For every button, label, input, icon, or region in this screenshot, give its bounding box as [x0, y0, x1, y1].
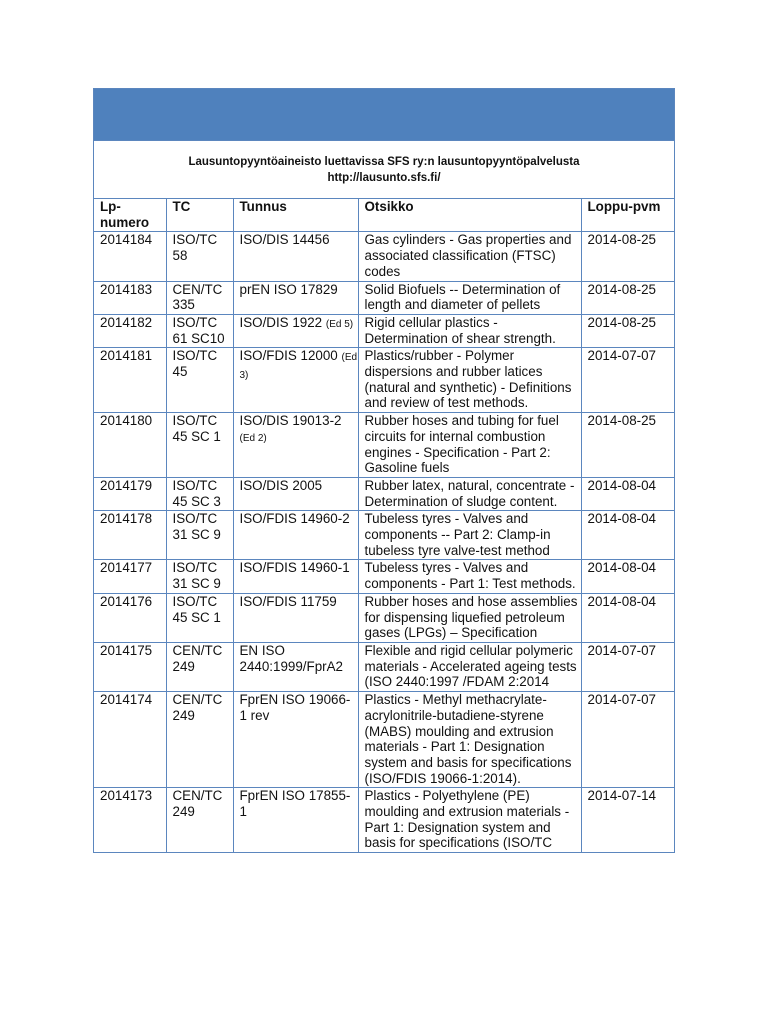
cell-lp-numero-text: 2014181: [100, 348, 153, 364]
cell-lp-numero-text: 2014184: [100, 232, 153, 248]
cell-otsikko: [358, 314, 581, 347]
table-row: [94, 642, 674, 691]
cell-loppu-pvm: [581, 788, 674, 853]
table-row: [94, 413, 674, 478]
cell-tunnus: [233, 413, 358, 478]
cell-otsikko-text: Plastics/rubber - Polymer dispersions and rubber latices (natural and synthetic) - Definitions and review of test methods.: [364, 348, 572, 411]
cell-loppu-pvm-text: 2014-08-04: [587, 593, 656, 609]
cell-lp-numero-text: 2014179: [100, 477, 153, 493]
cell-lp-numero-text: 2014177: [100, 560, 153, 576]
cell-otsikko-text: Rubber latex, natural, concentrate - Determination of sludge content.: [364, 477, 575, 509]
cell-tc: [166, 477, 233, 510]
cell-otsikko-text: Gas cylinders - Gas properties and associated classification (FTSC) codes: [364, 232, 572, 279]
standards-table: [94, 199, 674, 852]
cell-tc: [166, 348, 233, 413]
cell-tc: [166, 593, 233, 642]
cell-loppu-pvm-text: 2014-08-25: [587, 232, 656, 248]
cell-tc-text: ISO/TC 45 SC 3: [172, 477, 221, 509]
cell-tc-text: CEN/TC 249: [172, 692, 223, 723]
table-row: [94, 477, 674, 510]
cell-tc-text: CEN/TC 249: [172, 642, 223, 674]
cell-loppu-pvm: [581, 692, 674, 788]
cell-tunnus-text: prEN ISO 17829: [239, 281, 338, 297]
cell-loppu-pvm: [581, 314, 674, 347]
cell-otsikko: [358, 788, 581, 853]
cell-otsikko-text: Flexible and rigid cellular polymeric materials - Accelerated ageing tests (ISO 2440:1997 /FDAM 2:2014: [364, 642, 577, 690]
cell-lp-numero-text: 2014180: [100, 413, 153, 429]
cell-loppu-pvm-text: 2014-08-25: [587, 413, 656, 429]
cell-tc-text: ISO/TC 31 SC 9: [172, 511, 221, 543]
cell-tunnus: [233, 788, 358, 853]
cell-tunnus: [233, 692, 358, 788]
table-row: [94, 281, 674, 314]
cell-tunnus: [233, 314, 358, 347]
table-row: [94, 511, 674, 560]
cell-tc-text: ISO/TC 45: [172, 348, 218, 380]
cell-tc: [166, 314, 233, 347]
cell-tunnus: [233, 477, 358, 510]
table-row: [94, 232, 674, 281]
cell-tc: [166, 232, 233, 281]
cell-loppu-pvm-text: 2014-07-07: [587, 692, 656, 708]
cell-otsikko: [358, 413, 581, 478]
cell-otsikko: [358, 511, 581, 560]
cell-tunnus-text: ISO/FDIS 14960-2: [239, 511, 350, 527]
edition-note: (Ed 3): [239, 352, 358, 382]
cell-otsikko: [358, 560, 581, 593]
cell-tc-text: ISO/TC 31 SC 9: [172, 560, 221, 592]
cell-lp-numero: [94, 281, 166, 314]
cell-tunnus-text: ISO/FDIS 11759: [239, 593, 337, 609]
cell-tunnus: [233, 642, 358, 691]
cell-otsikko-text: Rubber hoses and hose assemblies for dispensing liquefied petroleum gases (LPGs) – Specification: [364, 593, 578, 641]
document-table-frame: [93, 88, 675, 853]
table-row: [94, 314, 674, 347]
cell-lp-numero-text: 2014182: [100, 314, 153, 330]
cell-lp-numero: [94, 788, 166, 853]
cell-tunnus-text: ISO/DIS 14456: [239, 232, 330, 248]
cell-lp-numero: [94, 348, 166, 413]
cell-lp-numero-text: 2014174: [100, 692, 153, 708]
cell-tc-text: ISO/TC 61 SC10: [172, 314, 225, 346]
cell-loppu-pvm-text: 2014-08-04: [587, 511, 656, 527]
cell-tunnus-text: FprEN ISO 19066-1 rev: [239, 692, 351, 723]
cell-loppu-pvm-text: 2014-08-25: [587, 314, 656, 330]
cell-otsikko: [358, 232, 581, 281]
cell-lp-numero: [94, 642, 166, 691]
cell-lp-numero: [94, 560, 166, 593]
header-tunnus: Tunnus: [233, 199, 358, 232]
cell-tc-text: ISO/TC 45 SC 1: [172, 593, 221, 625]
cell-loppu-pvm-text: 2014-08-25: [587, 281, 656, 297]
cell-tunnus-text: EN ISO 2440:1999/FprA2: [239, 642, 343, 674]
cell-loppu-pvm-text: 2014-07-14: [587, 788, 656, 804]
cell-loppu-pvm: [581, 232, 674, 281]
header-tc: TC: [166, 199, 233, 232]
cell-lp-numero: [94, 314, 166, 347]
cell-tunnus-text: ISO/DIS 2005: [239, 477, 323, 493]
header-banner: [94, 89, 674, 141]
cell-otsikko-text: Tubeless tyres - Valves and components -- Part 2: Clamp-in tubeless tyre valve-test method: [364, 511, 551, 558]
cell-loppu-pvm-text: 2014-07-07: [587, 642, 656, 658]
header-loppu-pvm: Loppu-pvm: [581, 199, 674, 232]
cell-loppu-pvm: [581, 560, 674, 593]
cell-lp-numero: [94, 593, 166, 642]
cell-tunnus: [233, 560, 358, 593]
cell-tc: [166, 281, 233, 314]
cell-otsikko-text: Plastics - Polyethylene (PE) moulding and extrusion materials - Part 1: Designation system and basis for specifications (ISO/TC: [364, 788, 570, 851]
edition-note: (Ed 2): [239, 432, 267, 444]
cell-tunnus-text: FprEN ISO 17855-1: [239, 788, 351, 820]
table-row: [94, 788, 674, 853]
cell-otsikko-text: Rubber hoses and tubing for fuel circuits for internal combustion engines - Specification - Part 2: Gasoline fuels: [364, 413, 559, 476]
intro-note: [94, 141, 674, 199]
intro-text: Lausuntopyyntöaineisto luettavissa SFS ry:n lausuntopyyntöpalvelusta: [188, 155, 580, 168]
cell-otsikko-text: Solid Biofuels -- Determination of length and diameter of pellets: [364, 281, 561, 313]
cell-tc: [166, 511, 233, 560]
cell-tc: [166, 692, 233, 788]
table-row: [94, 692, 674, 788]
cell-otsikko-text: Rigid cellular plastics - Determination of shear strength.: [364, 314, 556, 346]
cell-otsikko: [358, 281, 581, 314]
cell-lp-numero: [94, 232, 166, 281]
cell-loppu-pvm: [581, 642, 674, 691]
cell-otsikko: [358, 477, 581, 510]
cell-lp-numero: [94, 692, 166, 788]
cell-loppu-pvm: [581, 511, 674, 560]
cell-tunnus-text: ISO/DIS 19013-2: [239, 413, 342, 429]
cell-tc: [166, 642, 233, 691]
cell-lp-numero: [94, 511, 166, 560]
header-otsikko: Otsikko: [358, 199, 581, 232]
cell-loppu-pvm-text: 2014-07-07: [587, 348, 656, 364]
cell-tc-text: ISO/TC 58: [172, 232, 218, 264]
cell-lp-numero-text: 2014178: [100, 511, 153, 527]
cell-loppu-pvm: [581, 477, 674, 510]
cell-tunnus: [233, 348, 358, 413]
cell-lp-numero: [94, 477, 166, 510]
cell-loppu-pvm: [581, 413, 674, 478]
cell-lp-numero-text: 2014176: [100, 593, 153, 609]
cell-loppu-pvm-text: 2014-08-04: [587, 477, 656, 493]
cell-lp-numero-text: 2014183: [100, 281, 153, 297]
cell-tunnus: [233, 511, 358, 560]
cell-tunnus: [233, 593, 358, 642]
cell-tc-text: CEN/TC 335: [172, 281, 223, 313]
cell-lp-numero-text: 2014175: [100, 642, 153, 658]
cell-tunnus: [233, 232, 358, 281]
cell-otsikko-text: Plastics - Methyl methacrylate-acrylonitrile-butadiene-styrene (MABS) moulding and extrusion materials - Part 1: Designation system and basis for specifications (ISO/FDIS 19066-1:2014).: [364, 692, 572, 786]
table-body: [94, 232, 674, 852]
cell-tunnus-text: ISO/FDIS 12000: [239, 348, 338, 364]
cell-otsikko: [358, 642, 581, 691]
table-header-row: [94, 199, 674, 232]
cell-loppu-pvm: [581, 593, 674, 642]
cell-otsikko: [358, 692, 581, 788]
edition-note: (Ed 5): [325, 318, 354, 330]
header-lp-numero: Lp-numero: [94, 199, 166, 232]
cell-loppu-pvm: [581, 348, 674, 413]
cell-loppu-pvm-text: 2014-08-04: [587, 560, 656, 576]
cell-otsikko: [358, 348, 581, 413]
cell-lp-numero-text: 2014173: [100, 788, 153, 804]
intro-link[interactable]: http://lausunto.sfs.fi/: [327, 171, 441, 184]
table-row: [94, 593, 674, 642]
cell-loppu-pvm: [581, 281, 674, 314]
cell-otsikko-text: Tubeless tyres - Valves and components - Part 1: Test methods.: [364, 560, 576, 592]
cell-tc-text: CEN/TC 249: [172, 788, 223, 820]
table-row: [94, 560, 674, 593]
cell-otsikko: [358, 593, 581, 642]
cell-tc-text: ISO/TC 45 SC 1: [172, 413, 221, 444]
cell-tunnus-text: ISO/FDIS 14960-1: [239, 560, 350, 576]
cell-lp-numero: [94, 413, 166, 478]
cell-tc: [166, 560, 233, 593]
cell-tunnus-text: ISO/DIS 1922: [239, 314, 323, 330]
table-row: [94, 348, 674, 413]
cell-tunnus: [233, 281, 358, 314]
cell-tc: [166, 788, 233, 853]
cell-tc: [166, 413, 233, 478]
